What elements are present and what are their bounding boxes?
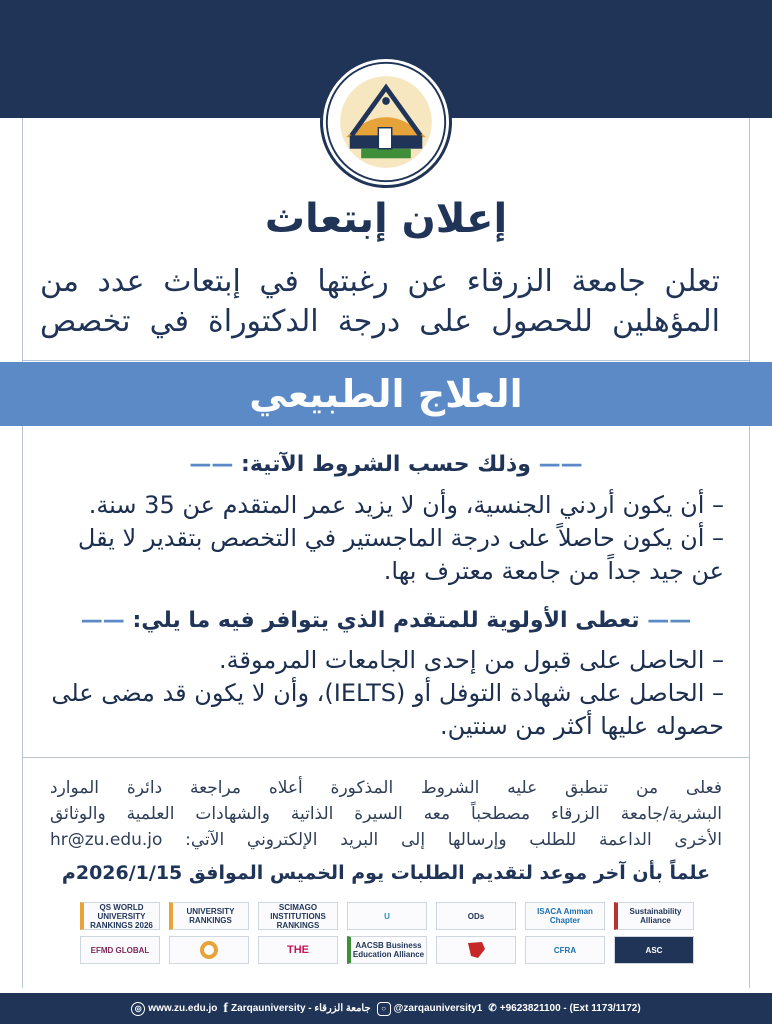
footer-phone[interactable] xyxy=(488,1003,640,1014)
announcement-title: إعلان إبتعاث xyxy=(264,196,508,242)
priority-item-2: – الحاصل على شهادة التوفل أو (IELTS)، وأن لا يكون قد مضى على حصوله عليها أكثر من سنتين. xyxy=(51,679,724,740)
qs-ranking-logo: QS WORLD UNIVERSITY RANKINGS 2026 xyxy=(80,902,160,930)
heading-dash: —— xyxy=(189,452,234,477)
sustainability-alliance-logo: Sustainability Alliance xyxy=(614,902,694,930)
university-logo xyxy=(320,56,452,188)
priority-item-1: – الحاصل على قبول من إحدى الجامعات المرموقة. xyxy=(218,646,724,674)
condition-item-2: – أن يكون حاصلاً على درجة الماجستير في التخصص بتقدير لا يقل عن جيد جداً من جامعة معترف بها. xyxy=(77,524,724,585)
frame-line-right xyxy=(749,118,750,988)
asc-logo: ASC xyxy=(614,936,694,964)
footer-facebook[interactable] xyxy=(223,1001,370,1017)
priority-heading-text: تعطى الأولوية للمتقدم الذي يتوافر فيه ما يلي: xyxy=(132,608,640,633)
note-line-3: الأخرى الداعمة للطلب وإرسالها إلى البريد الإلكتروني الآتي: hr@zu.edu.jo xyxy=(50,830,722,850)
divider xyxy=(22,360,750,361)
intro-line-2: المؤهلين للحصول على درجة الدكتوراة في تخصص xyxy=(40,304,720,339)
efmd-logo: EFMD GLOBAL xyxy=(80,936,160,964)
accreditation-logo xyxy=(169,936,249,964)
conditions-heading-text: وذلك حسب الشروط الآتية: xyxy=(241,452,531,477)
globe-icon: ◎ xyxy=(131,1002,145,1016)
rankings-logos xyxy=(80,902,692,964)
intro-line-1: تعلن جامعة الزرقاء عن رغبتها في إبتعاث عدد من xyxy=(40,264,720,299)
intro-paragraph xyxy=(40,262,720,342)
footer-band xyxy=(0,993,772,1024)
heading-dash: —— xyxy=(80,608,125,633)
specialty-label: العلاج الطبيعي xyxy=(249,372,523,416)
isaca-logo: ISACA Amman Chapter xyxy=(525,902,605,930)
the-ranking-logo: THE xyxy=(258,936,338,964)
university-rankings-logo: UNIVERSITY RANKINGS xyxy=(169,902,249,930)
scimago-logo: SCIMAGO INSTITUTIONS RANKINGS xyxy=(258,902,338,930)
u-ranking-logo: U xyxy=(347,902,427,930)
conditions-heading xyxy=(40,452,732,477)
phone-icon: ✆ xyxy=(488,1003,497,1014)
jordan-map-logo xyxy=(436,936,516,964)
note-line-2: البشرية/جامعة الزرقاء مصطحباً معه السيرة الذاتية والشهادات العلمية والوثائق xyxy=(50,804,722,824)
divider xyxy=(22,757,750,758)
deadline-text: علماً بأن آخر موعد لتقديم الطلبات يوم الخميس الموافق 2026/1/15م xyxy=(61,862,711,884)
website-label: www.zu.edu.jo xyxy=(148,1003,218,1014)
condition-item-1: – أن يكون أردني الجنسية، وأن لا يزيد عمر المتقدم عن 35 سنة. xyxy=(88,491,724,519)
ods-logo: ODs xyxy=(436,902,516,930)
priority-heading xyxy=(40,608,732,633)
aacsb-logo: AACSB Business Education Alliance xyxy=(347,936,427,964)
application-note xyxy=(50,775,722,853)
footer-website[interactable] xyxy=(131,1002,217,1016)
phone-label: +9623821100 - (Ext 1173/1172) xyxy=(499,1003,641,1014)
note-line-1: فعلى من تنطبق عليه الشروط المذكورة أعلاه مراجعة دائرة الموارد xyxy=(50,778,722,798)
instagram-label: @zarqauniversity1 xyxy=(393,1003,483,1014)
heading-dash: —— xyxy=(538,452,583,477)
frame-line-left xyxy=(22,118,23,988)
facebook-label: Zarqauniversity - جامعة الزرقاء xyxy=(231,1003,371,1014)
heading-dash: —— xyxy=(647,608,692,633)
cfra-logo: CFRA xyxy=(525,936,605,964)
specialty-banner xyxy=(0,362,772,426)
facebook-icon: f xyxy=(223,1000,229,1016)
instagram-icon: ○ xyxy=(377,1002,391,1016)
footer-instagram[interactable] xyxy=(377,1002,483,1016)
